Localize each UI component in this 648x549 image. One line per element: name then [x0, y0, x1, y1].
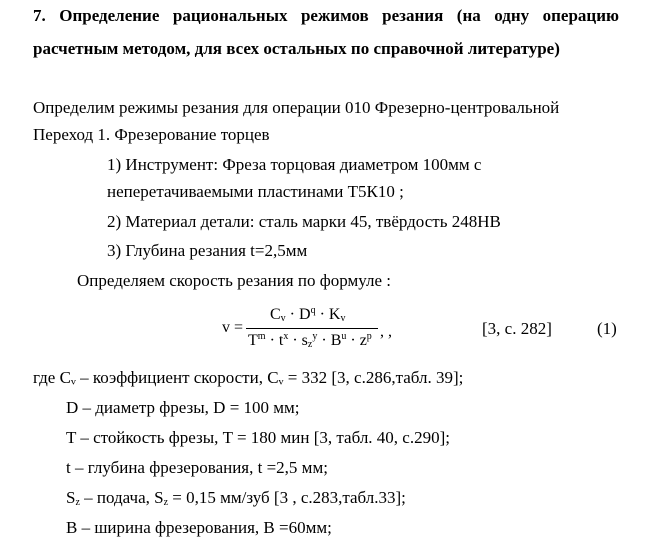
formula-numerator: $C_v \cdot D^q \cdot K_v$: [270, 305, 346, 324]
intro-operation: Определим режимы резания для операции 010 Фрезерно-центровальной: [33, 98, 560, 117]
definition-tool-life: T – стойкость фрезы, T = 180 мин [3, табл. 40, с.290];: [66, 428, 450, 447]
formula-reference: [3, с. 282]: [482, 319, 552, 338]
definition-cv: где Cᵥ – коэффициент скорости, Cᵥ = 332 [3, с.286,табл. 39];: [33, 368, 464, 387]
fraction-bar: [246, 328, 378, 329]
definition-width: B – ширина фрезерования, B =60мм;: [66, 518, 332, 537]
item-tool-line-2: неперетачиваемыми пластинами Т5К10 ;: [107, 182, 404, 201]
item-depth: 3) Глубина резания t=2,5мм: [107, 241, 308, 260]
formula-number: (1): [597, 319, 617, 338]
formula-lhs: v =: [222, 319, 244, 336]
definition-diameter: D – диаметр фрезы, D = 100 мм;: [66, 398, 300, 417]
definition-feed: $S_z$ – подача, $S_z = 0,15$ мм/зуб [3 , с.283,табл.33];: [66, 488, 406, 508]
item-tool-line-1: 1) Инструмент: Фреза торцовая диаметром 100мм с: [107, 155, 482, 174]
definition-depth: t – глубина фрезерования, t =2,5 мм;: [66, 458, 328, 477]
speed-formula: [222, 306, 392, 350]
intro-transition: Переход 1. Фрезерование торцев: [33, 125, 270, 144]
formula-denominator: $T^m \cdot t^x \cdot s_z^y \cdot B^u \cdot z^p$: [248, 331, 372, 350]
formula-intro: Определяем скорость резания по формуле :: [77, 271, 391, 290]
item-material: 2) Материал детали: сталь марки 45, твёрдость 248НВ: [107, 212, 501, 231]
section-heading-line-1: 7. Определение рациональных режимов резания (на одну операцию: [33, 6, 619, 25]
formula-trailing-commas: , ,: [380, 323, 392, 340]
section-heading-line-2: расчетным методом, для всех остальных по справочной литературе): [33, 39, 560, 58]
